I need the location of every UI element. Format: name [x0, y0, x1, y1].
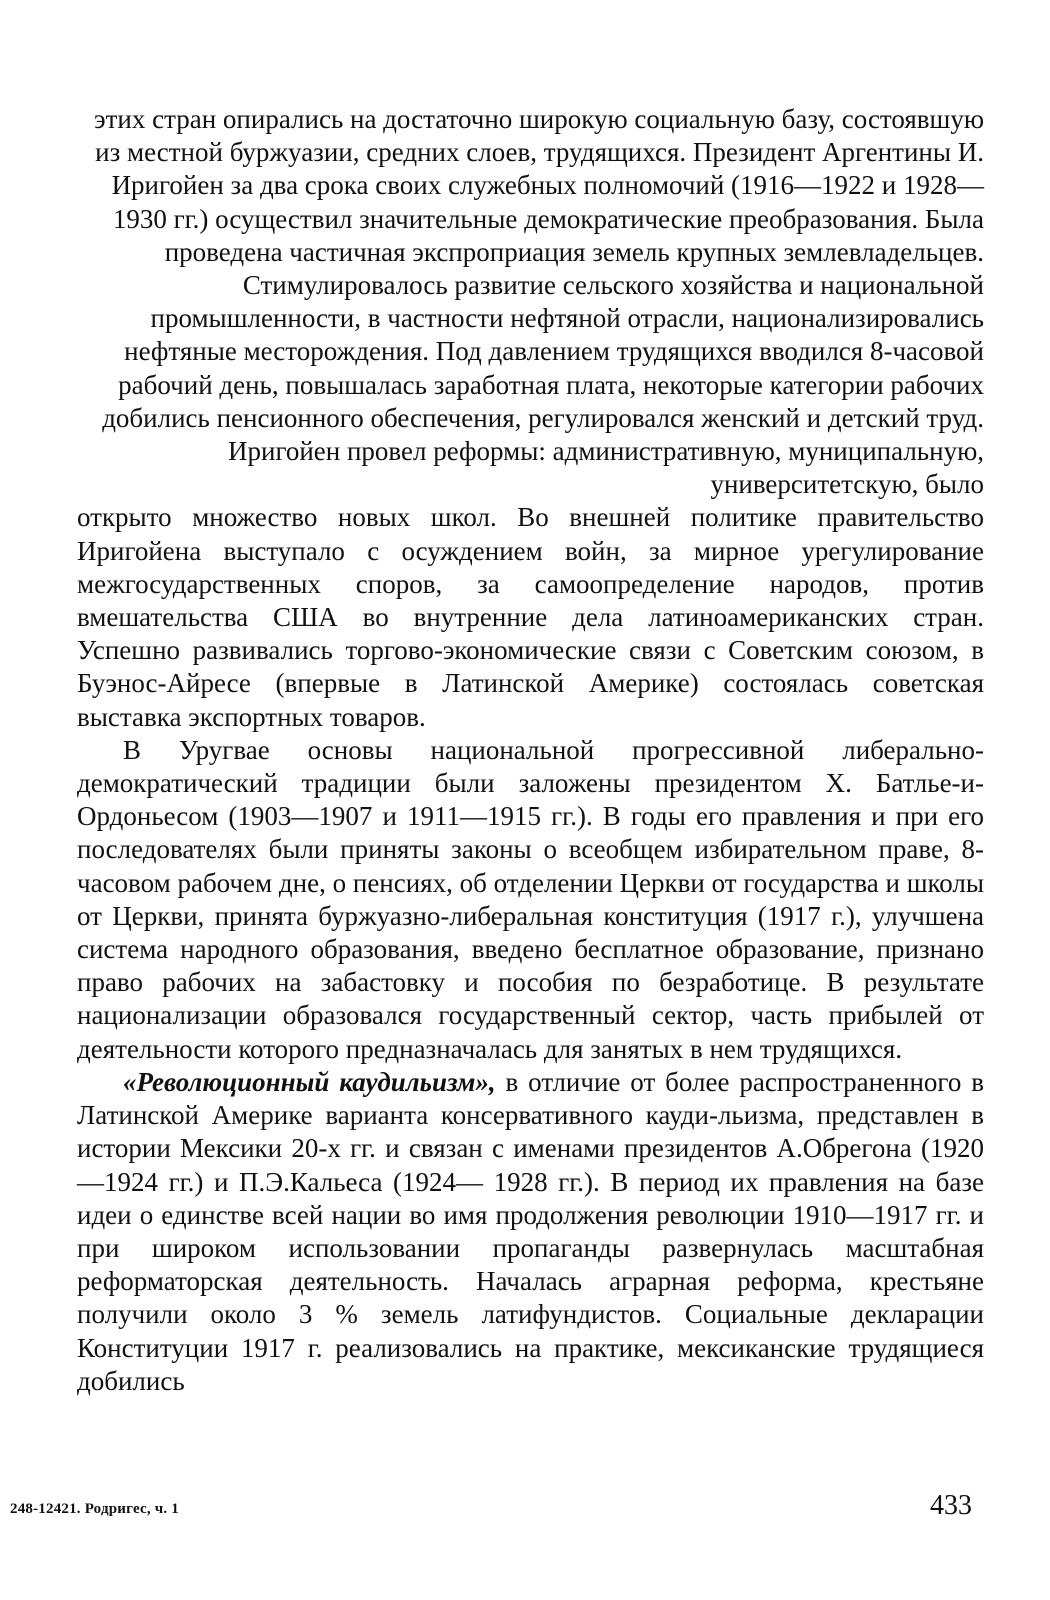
paragraph-2: В Уругвае основы национальной прогрессивной либерально-демократический традиции были заложены президентом X. Батлье-и-Ордоньесом (1903—1907 и 1911—1915 гг.). В годы его правления и при его последователях были приняты законы о всеобщем избирательном праве, 8-часовом рабочем дне, о пенсиях, об отделении Церкви от государства и школы от Церкви, принята буржуазно-либеральная конституция (1917 г.), улучшена система народного образования, введено бесплатное образование, признано право рабочих на забастовку и пособия по безработице. В результате национализации образовался государственный сектор, часть прибылей от деятельности которого предназначалась для занятых в нем трудящихся. — [77, 734, 984, 1064]
page-number: 433 — [930, 1490, 972, 1521]
paragraph-3-lead-term: «Революционный каудильизм», — [123, 1066, 496, 1097]
intro-paragraph: этих стран опирались на достаточно широкую социальную базу, состоявшую из местной буржуазии, средних слоев, трудящихся. Президент Аргентины И. Иригойен за два срока своих служебных полномочий (1916—1922 и 1928—1930 гг.) осуществил значительные демократические преобразования. Была проведена частичная экспроприация земель крупных землевладельцев. Стимулировалось развитие сельского хозяйства и национальной промышленности, в частности нефтяной отрасли, национализировались нефтяные месторождения. Под давлением трудящихся вводился 8-часовой рабочий день, повышалась заработная плата, некоторые категории рабочих добились пенсионного обеспечения, регулировался женский и детский труд. Иригойен провел реформы: административную, муниципальную, университетскую, было — [94, 104, 984, 500]
paragraph-3 — [77, 1066, 984, 1398]
page-body — [77, 103, 984, 1398]
footer-print-code: 248-12421. Родригес, ч. 1 — [10, 1501, 179, 1517]
paragraph-1-continued: открыто множество новых школ. Во внешней политике правительство Иригойена выступало с осуждением войн, за мирное урегулирование межгосударственных споров, за самоопределение народов, против вмешательства США во внутренние дела латиноамериканских стран. Успешно развивались торгово-экономические связи с Советским союзом, в Буэнос-Айресе (впервые в Латинской Америке) состоялась советская выставка экспортных товаров. — [77, 502, 984, 732]
paragraph-3-text: в отличие от более распространенного в Латинской Америке варианта консервативного кауди-льизма, представлен в истории Мексики 20-х гг. и связан с именами президентов А.Обрегона (1920—1924 гг.) и П.Э.Кальеса (1924— 1928 гг.). В период их правления на базе идеи о единстве всей нации во имя продолжения революции 1910—1917 гг. и при широком использовании пропаганды развернулась масштабная реформаторская деятельность. Началась аграрная реформа, крестьяне получили около 3 % земель латифундистов. Социальные декларации Конституции 1917 г. реализовались на практике, мексиканские трудящиеся добились — [77, 1066, 984, 1396]
